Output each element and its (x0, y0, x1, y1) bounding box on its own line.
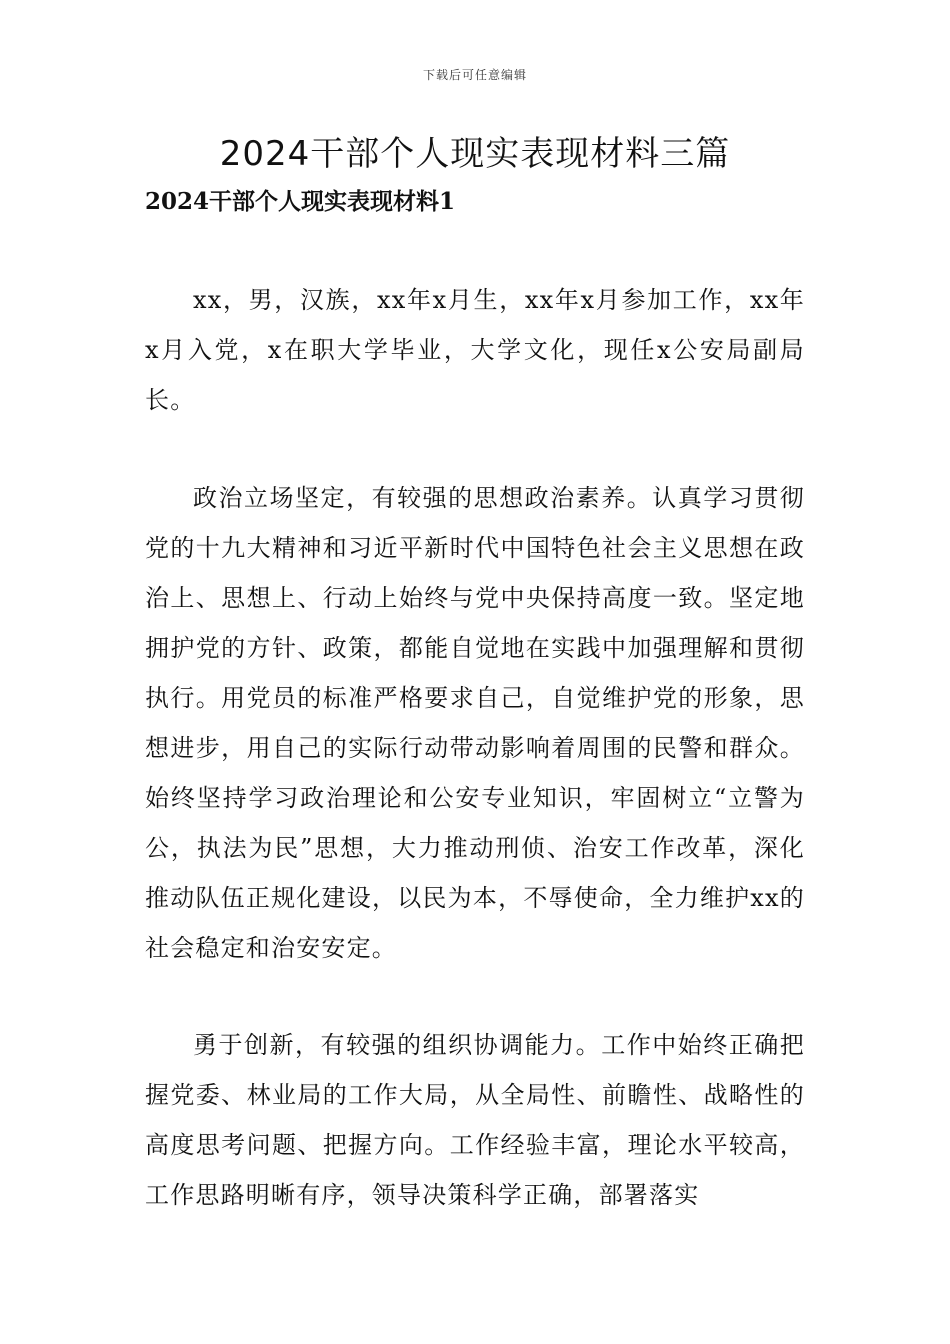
document-title: 2024干部个人现实表现材料三篇 (219, 134, 731, 174)
header-note: 下载后可任意编辑 (422, 68, 527, 82)
paragraph-innovation: 勇于创新，有较强的组织协调能力。工作中始终正确把握党委、林业局的工作大局，从全局性、前瞻性、战略性的高度思考问题、把握方向。工作经验丰富，理论水平较高，工作思路明晰有序，领导决策科学正确，部署落实 (145, 1031, 805, 1209)
paragraph-basic-info: xx，男，汉族，xx年x月生，xx年x月参加工作，xx年x月入党，x在职大学毕业，大学文化，现任x公安局副局长。 (145, 286, 805, 414)
document-subtitle: 2024干部个人现实表现材料1 (145, 188, 456, 215)
paragraph-political-stance: 政治立场坚定，有较强的思想政治素养。认真学习贯彻党的十九大精神和习近平新时代中国特色社会主义思想在政治上、思想上、行动上始终与党中央保持高度一致。坚定地拥护党的方针、政策，都能自觉地在实践中加强理解和贯彻执行。用党员的标准严格要求自己，自觉维护党的形象，思想进步，用自己的实际行动带动影响着周围的民警和群众。始终坚持学习政治理论和公安专业知识，牢固树立“立警为公，执法为民”思想，大力推动刑侦、治安工作改革，深化推动队伍正规化建设，以民为本，不辱使命，全力维护xx的社会稳定和治安安定。 (145, 484, 805, 962)
